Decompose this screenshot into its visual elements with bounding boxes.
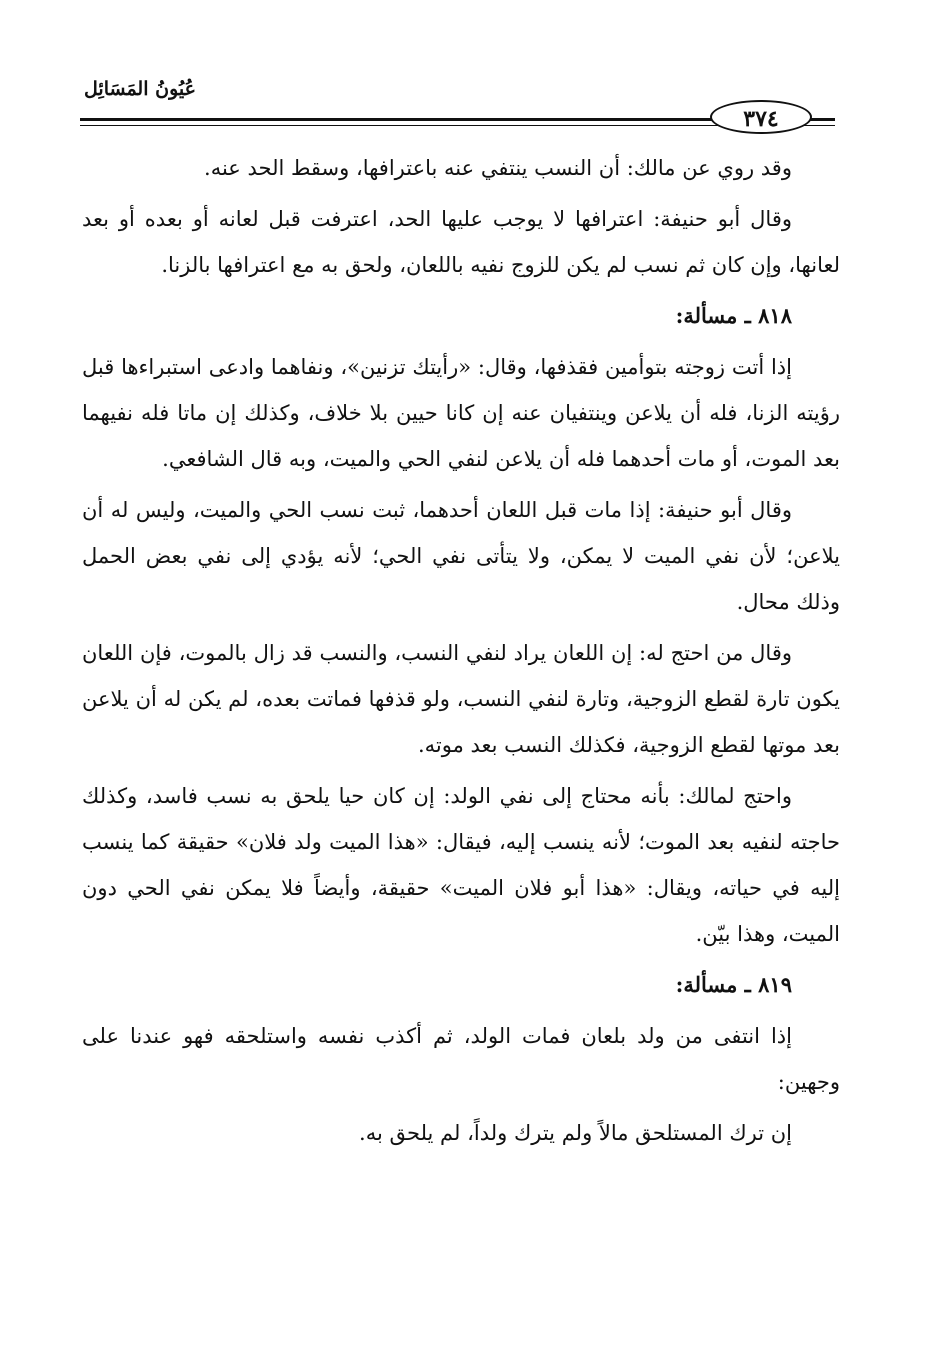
- body-text: [82, 145, 840, 1161]
- running-header-title: عُيُونُ المَسَائِل: [84, 78, 196, 100]
- issue-heading-818: ٨١٨ ـ مسألة:: [675, 303, 792, 328]
- issue-heading-819: ٨١٩ ـ مسألة:: [675, 972, 792, 997]
- paragraph: واحتج لمالك: بأنه محتاج إلى نفي الولد: إن كان حيا يلحق به نسب فاسد، وكذلك حاجته لنفيه بعد الموت؛ لأنه ينسب إليه، فيقال: «هذا الميت ولد فلان» حقيقة كما ينسب إليه في حياته، ويقال: «هذا أبو فلان الميت» حقيقة، وأيضاً فلا يمكن نفي الحي دون الميت، وهذا بيّن.: [82, 784, 840, 946]
- page-number-badge: ٣٧٤: [710, 100, 812, 134]
- paragraph: وقال أبو حنيفة: إذا مات قبل اللعان أحدهما، ثبت نسب الحي والميت، وليس له أن يلاعن؛ لأن نفي الميت لا يمكن، ولا يتأتى نفي الحي؛ لأنه يؤدي إلى نفي بعض الحمل وذلك محال.: [82, 498, 840, 614]
- paragraph: وقال من احتج له: إن اللعان يراد لنفي النسب، والنسب قد زال بالموت، فإن اللعان يكون تارة لقطع الزوجية، وتارة لنفي النسب، ولو قذفها فماتت بعده، لم يكن له أن يلاعن بعد موتها لقطع الزوجية، فكذلك النسب بعد موته.: [82, 641, 840, 757]
- paragraph: إذا انتفى من ولد بلعان فمات الولد، ثم أكذب نفسه واستلحقه فهو عندنا على وجهين:: [82, 1024, 840, 1094]
- paragraph: وقال أبو حنيفة: اعترافها لا يوجب عليها الحد، اعترفت قبل لعانه أو بعده أو بعد لعانها، وإن كان ثم نسب لم يكن للزوج نفيه باللعان، ولحق به مع اعترافها بالزنا.: [82, 207, 840, 277]
- paragraph: وقد روي عن مالك: أن النسب ينتفي عنه باعترافها، وسقط الحد عنه.: [204, 156, 792, 180]
- paragraph: إذا أتت زوجته بتوأمين فقذفها، وقال: «رأيتك تزنين»، ونفاهما وادعى استبراءها قبل رؤيته الزنا، فله أن يلاعن وينتفيان عنه إن كانا حيين بلا خلاف، وكذلك إن ماتا فله نفيهما بعد الموت، أو مات أحدهما فله أن يلاعن لنفي الحي والميت، وبه قال الشافعي.: [82, 355, 840, 471]
- paragraph: إن ترك المستلحق مالاً ولم يترك ولداً، لم يلحق به.: [359, 1121, 792, 1145]
